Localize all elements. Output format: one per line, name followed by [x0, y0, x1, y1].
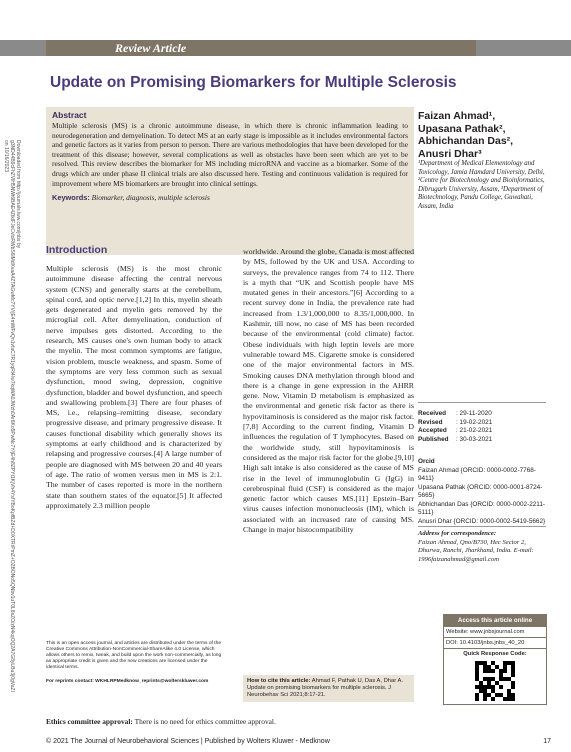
access-heading: Access this article online: [444, 615, 546, 626]
orcid-block: [418, 458, 546, 526]
cite-label: How to cite this article:: [247, 678, 311, 684]
section-label: Review Article: [115, 41, 187, 55]
author-name: Anusri Dhar³: [418, 147, 482, 160]
orcid-line: Anusri Dhar {ORCID: 0000-0002-5419-5662}: [418, 517, 546, 525]
date-label: Accepted: [418, 427, 447, 434]
ethics-label: Ethics committee approval:: [46, 717, 133, 726]
date-row: [418, 436, 546, 445]
download-text: Downloaded from http://journals.lww.com/jnbs by g3ND44B9cFhZVlH5NWt6BAE4ZtklFJeCvloRWbS6lMdXvaA4ZTAGwMc7YV/jE4mWFvQn1vfaC7R1yqRl4/w7kqWA0JWzh0Ar6Ko5PwNc7Y/jE4h8ZPYt1KjVh4YsfYBoKpfBZd+D0XTRrPmZ+O2BONo5QNbv1uT0L8sZO/zN4kqOQ2A7G8yLBu3j0gVaZI on 10/16/2023: [3, 140, 21, 692]
date-label: Published: [418, 435, 449, 443]
author-name: Upasana Pathak²,: [418, 122, 506, 135]
date-value: : 29-11-2020: [456, 410, 492, 417]
affiliations: ¹Department of Medical Elementology and Toxicology, Jamia Hamdard University, Delhi, ²Centre for Biotechnology and Bioinformatics, Dibrugarh University, Assam, ³Department of Biotechnology, Pandu College, Guwahati, Assam, India: [418, 160, 545, 210]
date-value: : 19-02-2021: [456, 418, 493, 426]
download-watermark: [3, 140, 22, 692]
divider: [418, 526, 546, 527]
abstract-text: Multiple sclerosis (MS) is a chronic autoimmune disease, in which there is chronic inflammation leading to neurodegeneration and demyelination. To detect MS at an early stage is impossible as it includes environmental factors and genetic factors as it varies from person to person. There are various methodologies that have been developed for the treatment of this disease; however, several complications as well as obstacles have been seen which are yet to be resolved. This review describes the biomarker for MS including microRNA and vaccine as a biomarker. Some of the drugs which are under phase II clinical trials are also discussed here. Testing and continuous validation is required for improvement where MS biomarkers are brought into clinical settings.: [52, 121, 408, 188]
introduction-heading: Introduction: [46, 244, 108, 256]
correspondence: [418, 530, 546, 564]
author-name: Abhichandan Das²,: [418, 135, 514, 147]
date-value: : 30-03-2021: [456, 435, 493, 443]
dates-block: [418, 410, 546, 444]
author-list: [418, 110, 543, 160]
date-row: [418, 427, 546, 436]
keywords-value: Biomarker, diagnosis, multiple sclerosis: [91, 193, 210, 203]
body-column-1: Multiple sclerosis (MS) is the most chronic autoimmune disease affecting the central nervous system (CNS) and generally starts at the cerebellum, spinal cord, and optic nerve.[1,2] In this, myelin sheath gets degenerated and myelin gets removed by the microglial cell. After demyelination, conduction of nerve impulses gets distorted. According to the research, MS causes one's own human body to attack the myelin. The most common symptoms are fatigue, vision problem, muscle weakness, and spasm. Some of the symptoms are very less common such as sexual dysfunction, mood swing, depression, cognitive dysfunction, bladder and bowel dysfunction, and speech and swallowing problem.[3] There are four phases of MS, i.e., relapsing–remitting disease, secondary progressive disease, and primary progressive disease. It causes functional disability which generally shows its symptoms at early childhood and is characterized by relapsing and progressive courses.[4] A large number of people are diagnosed with MS between 20 and 40 years of age. The ratio of women versus men in MS is 2:1. The number of cases reported is more in the northern state than southern states of the equator.[5] It affected approximately 2.3 million people: [46, 264, 222, 510]
doi-link[interactable]: DOI: 10.4103/jnbs.jnbs_40_20: [444, 637, 546, 648]
body-column-2: worldwide. Around the globe, Canada is most affected by MS, followed by the UK and USA. According to surveys, the prevalence ranges from 74 to 112. There is a myth that “UK and Scottish people have MS mutated genes in their ancestors.”[6] According to a recent survey done in India, the prevalence rate had increased from 1.3/1,000,000 to 8.35/1,000,000. In Kashmir, till now, no case of MS has been recorded because of the environmental (cold climate) factor. Obese individuals with high leptin levels are more vulnerable toward MS. Cigarette smoke is considered one of the major environmental factors in MS. Smoking causes DNA methylation through blood and there is a change in gene expression in the AHRR gene. Now, Vitamin D metabolism is emphasized as the environmental and genetic risk factor as there is hypovitaminosis is considered as the major risk factor.[7,8] According to the current finding, Vitamin D influences the regulation of T lymphocytes. Based on the worldwide study, still hypovitaminosis is considered as the major risk factor for the globe.[9,10] High salt intake is also considered as the cause of MS rise in the level of immunoglobulin G (IgG) in cerebrospinal fluid (CSF) is considered as the major genetic factor which causes MS.[11] Epstein–Barr virus causes infection mononucleosis (IM), which is associated with an increased rate of causing MS. Change in major histocompatibility: [243, 247, 414, 535]
correspondence-heading: Address for correspondence:: [418, 530, 497, 537]
license-note: [46, 641, 224, 686]
date-label: Received: [418, 410, 447, 417]
cite-text: Ahmad F, Pathak U, Das A, Dhar A. Update on promising biomarkers for multiple sclerosis. J Neurobehav Sci 2021;8:17-21.: [247, 678, 403, 698]
orcid-line: Upasana Pathak {ORCID: 0000-0001-8724-5665}: [418, 483, 543, 499]
correspondence-text: Faizan Ahmad, Qno/B730, Hec Sector 2, Dhurwa, Ranchi, Jharkhand, India. E-mail: 1996faizanahmad@gmail.com: [418, 538, 534, 563]
ethics-note: [46, 717, 466, 726]
orcid-heading: Orcid: [418, 458, 435, 465]
page-footer: [46, 738, 551, 745]
reprints-text: For reprints contact: WKHLRPMedknow_reprints@wolterskluwer.com: [46, 679, 209, 685]
date-value: : 21-02-2021: [456, 427, 493, 434]
footer-copyright: © 2021 The Journal of Neurobehavioral Sciences | Published by Wolters Kluwer - Medknow: [46, 738, 330, 745]
author-name: Faizan Ahmad¹,: [418, 110, 496, 122]
qr-label: Quick Response Code:: [444, 648, 546, 659]
qr-code-icon: [475, 661, 515, 701]
date-row: [418, 410, 546, 419]
website-link[interactable]: Website: www.jnbsjournal.com: [444, 626, 546, 637]
page-number: 17: [543, 738, 551, 745]
divider: [418, 402, 546, 403]
date-label: Revised: [418, 418, 443, 426]
keywords-label: Keywords:: [52, 193, 90, 203]
article-title: Update on Promising Biomarkers for Multiple Sclerosis: [50, 74, 457, 91]
keywords: [52, 193, 408, 203]
abstract-heading: Abstract: [52, 110, 87, 120]
orcid-line: Abhichandan Das {ORCID: 0000-0002-2211-5111}: [418, 500, 546, 516]
license-text: This is an open access journal, and articles are distributed under the terms of the Creative Commons Attribution-NonCommercial-ShareAlike 4.0 License, which allows others to remix, tweak, and build upon the work non-commercially, as long as appropriate credit is given and the new creations are licensed under the identical terms.: [46, 641, 222, 671]
date-row: [418, 419, 546, 428]
ethics-text: There is no need for ethics committee approval.: [134, 717, 276, 726]
section-bar-dark: [46, 40, 476, 56]
access-box: [443, 614, 547, 705]
citation-box: [243, 675, 414, 702]
orcid-line: Faizan Ahmad {ORCID: 0000-0002-7768-9411}: [418, 466, 536, 482]
abstract-box: [46, 107, 414, 255]
